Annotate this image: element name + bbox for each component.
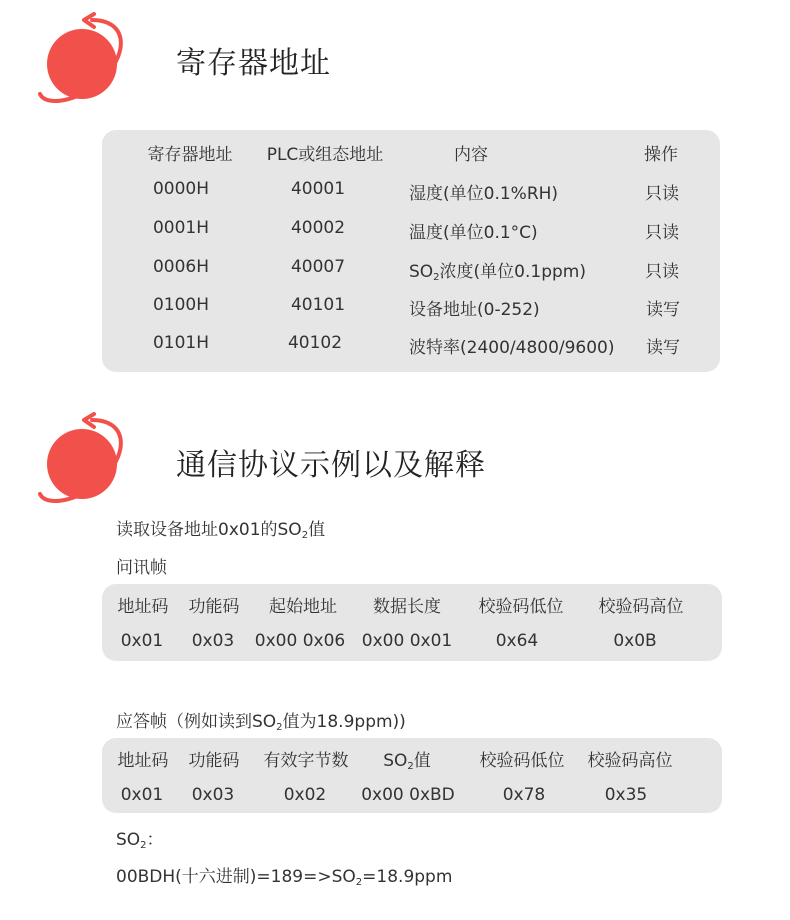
table-cell: 0x03 — [191, 631, 235, 651]
so2-label: $SO_2$： — [116, 830, 164, 851]
table-header: 校验码低位 — [479, 751, 565, 771]
table-header: 校验码低位 — [478, 597, 564, 617]
table-cell: 40007 — [290, 257, 346, 277]
table-cell: 40102 — [287, 333, 343, 353]
table-header: 寄存器地址 — [147, 145, 233, 165]
calculation-text: 00BDH(十六进制)$=189=>SO_2=18.9ppm$ — [116, 867, 453, 888]
table-header: 校验码高位 — [587, 751, 673, 771]
section-title-protocol: 通信协议示例以及解释 — [176, 448, 486, 483]
query-frame-table — [102, 584, 722, 661]
reply-frame-label: 应答帧（例如读到$SO_2$值为18.9ppm)) — [116, 712, 406, 733]
register-table — [102, 130, 720, 372]
table-cell: 0100H — [152, 295, 210, 315]
table-cell: 0x01 — [120, 631, 164, 651]
table-cell: 0x03 — [191, 785, 235, 805]
planet-ring-icon — [34, 412, 130, 508]
table-cell: 0x35 — [604, 785, 648, 805]
table-cell: 0x00 0xBD — [361, 785, 455, 805]
table-cell: 0000H — [152, 179, 210, 199]
table-header: $SO_2$值 — [383, 751, 431, 772]
table-header: 起始地址 — [269, 597, 337, 617]
table-cell: 0x0B — [613, 631, 657, 651]
table-cell: 40101 — [290, 295, 346, 315]
table-cell: 0x78 — [502, 785, 546, 805]
reply-frame-table — [102, 738, 722, 813]
query-frame-label: 问讯帧 — [116, 558, 167, 578]
table-header: 地址码 — [117, 751, 169, 771]
table-cell: 0006H — [152, 257, 210, 277]
table-cell: 设备地址(0-252) — [409, 300, 540, 320]
table-header: 校验码高位 — [598, 597, 684, 617]
table-cell: 0x00 0x06 — [254, 631, 346, 651]
table-cell: 40001 — [290, 179, 346, 199]
table-cell: 0101H — [152, 333, 210, 353]
table-cell: 只读 — [645, 223, 679, 243]
table-cell: 读写 — [646, 300, 680, 320]
table-header: 内容 — [454, 145, 488, 165]
table-cell: 只读 — [645, 262, 679, 282]
table-header: PLC或组态地址 — [266, 145, 384, 165]
table-header: 操作 — [644, 145, 678, 165]
table-header: 有效字节数 — [263, 751, 349, 771]
table-cell: 湿度(单位0.1%RH) — [409, 184, 559, 204]
example-intro: 读取设备地址0x01的$SO_2$值 — [116, 520, 326, 541]
section-title-registers: 寄存器地址 — [176, 46, 331, 81]
table-header: 功能码 — [188, 751, 240, 771]
table-header: 地址码 — [117, 597, 169, 617]
table-cell: 40002 — [290, 218, 346, 238]
table-cell: 0x02 — [283, 785, 327, 805]
table-cell: 读写 — [646, 338, 680, 358]
table-cell: 只读 — [645, 184, 679, 204]
table-cell: 0x01 — [120, 785, 164, 805]
table-cell: 0x64 — [495, 631, 539, 651]
table-cell: 温度(单位0.1°C) — [409, 223, 538, 243]
table-header: 功能码 — [188, 597, 240, 617]
table-cell: 0x00 0x01 — [361, 631, 453, 651]
table-cell: 0001H — [152, 218, 210, 238]
table-header: 数据长度 — [373, 597, 441, 617]
table-cell: $SO_2$浓度(单位0.1ppm) — [409, 262, 586, 283]
planet-ring-icon — [34, 12, 130, 108]
table-cell: 波特率(2400/4800/9600) — [409, 338, 615, 358]
